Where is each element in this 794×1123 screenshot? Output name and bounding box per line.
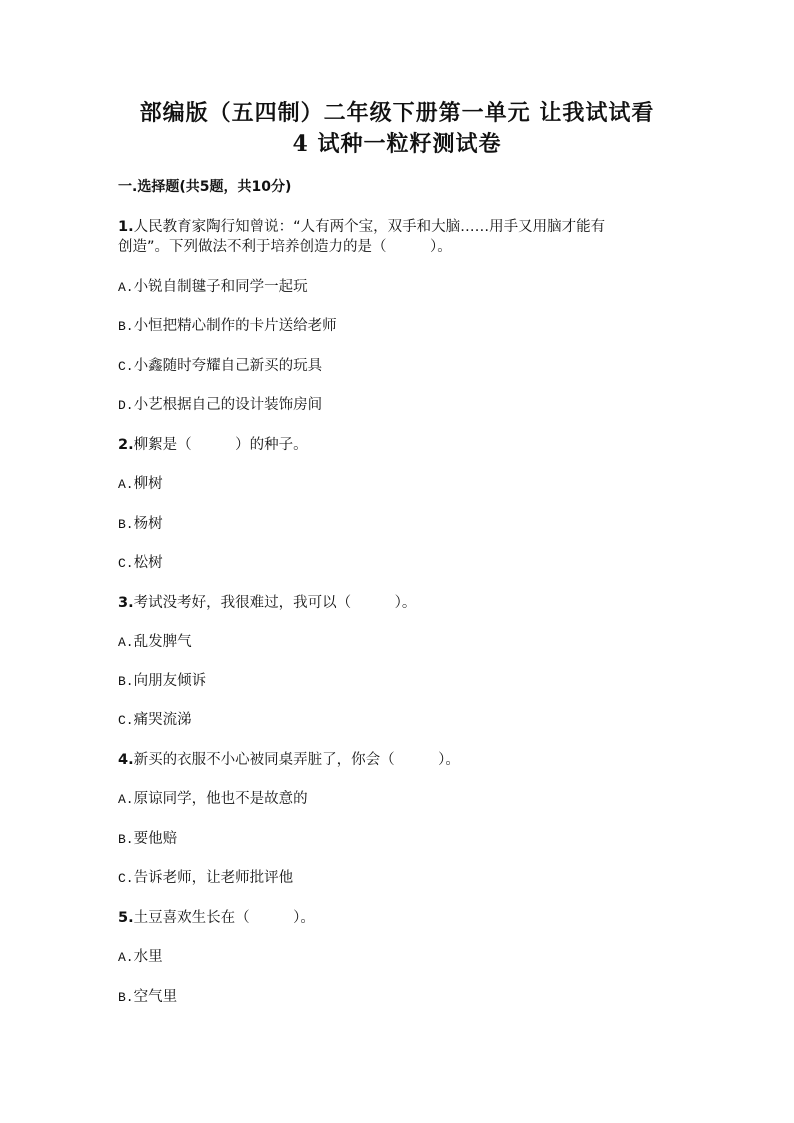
- option-letter: A.: [118, 635, 134, 650]
- option-text: 小艺根据自己的设计装饰房间: [133, 397, 323, 413]
- section-heading: 一.选择题(共5题，共10分): [118, 179, 292, 195]
- question-1-text-cont: 创造”。下列做法不利于培养创造力的是（ ）。: [118, 239, 452, 255]
- doc-title-line-2: 4 试种一粒籽测试卷: [292, 131, 502, 157]
- question-text-line: 新买的衣服不小心被同桌弄脏了，你会（ ）。: [133, 752, 460, 768]
- question-3-option-a: [118, 632, 192, 653]
- question-number: 1.: [118, 219, 134, 235]
- option-letter: B.: [118, 319, 134, 334]
- question-3-option-b: [118, 671, 206, 692]
- option-letter: A.: [118, 280, 134, 295]
- question-text-line: 土豆喜欢生长在（ ）。: [133, 910, 315, 926]
- option-text: 小鑫随时夸耀自己新买的玩具: [133, 358, 323, 374]
- option-letter: A.: [118, 477, 134, 492]
- question-5-option-b: [118, 987, 177, 1008]
- option-letter: B.: [118, 990, 134, 1005]
- question-1-option-d: [118, 395, 322, 416]
- option-text: 杨树: [133, 516, 163, 532]
- question-2-option-b: [118, 514, 163, 535]
- question-2-option-c: [118, 553, 163, 574]
- question-number: 2.: [118, 437, 134, 453]
- question-3-option-c: [118, 710, 192, 731]
- option-text: 向朋友倾诉: [133, 673, 207, 689]
- option-letter: A.: [118, 950, 134, 965]
- option-text: 小锐自制毽子和同学一起玩: [133, 279, 308, 295]
- question-4-option-c: [118, 868, 293, 889]
- option-text: 小恒把精心制作的卡片送给老师: [133, 318, 337, 334]
- question-text-line: 柳絮是（ ）的种子。: [133, 437, 308, 453]
- question-1-option-a: [118, 277, 308, 298]
- question-3-text: [118, 593, 698, 613]
- option-text: 松树: [133, 555, 163, 571]
- question-4-option-b: [118, 829, 177, 850]
- option-letter: C.: [118, 556, 134, 571]
- option-text: 水里: [133, 949, 163, 965]
- question-text-line: 人民教育家陶行知曾说：“人有两个宝，双手和大脑……用手又用脑才能有: [133, 219, 606, 235]
- question-5-text: [118, 908, 698, 928]
- option-letter: C.: [118, 359, 134, 374]
- option-letter: B.: [118, 832, 134, 847]
- option-text: 要他赔: [133, 831, 178, 847]
- option-text: 柳树: [133, 476, 163, 492]
- question-1-option-c: [118, 356, 322, 377]
- option-letter: D.: [118, 398, 134, 413]
- option-letter: C.: [118, 871, 134, 886]
- option-text: 痛哭流涕: [133, 712, 192, 728]
- question-1-option-b: [118, 316, 337, 337]
- question-number: 4.: [118, 752, 134, 768]
- question-4-text: [118, 750, 698, 770]
- option-letter: B.: [118, 517, 134, 532]
- option-text: 原谅同学，他也不是故意的: [133, 791, 308, 807]
- question-number: 3.: [118, 595, 134, 611]
- question-2-option-a: [118, 474, 163, 495]
- question-4-option-a: [118, 789, 308, 810]
- question-number: 5.: [118, 910, 134, 926]
- question-2-text: [118, 435, 698, 455]
- option-text: 空气里: [133, 989, 178, 1005]
- question-5-option-a: [118, 947, 163, 968]
- option-letter: A.: [118, 792, 134, 807]
- option-text: 乱发脾气: [133, 634, 192, 650]
- question-1-text: [118, 217, 698, 237]
- option-letter: C.: [118, 713, 134, 728]
- doc-title-line-1: 部编版（五四制）二年级下册第一单元 让我试试看: [139, 100, 655, 126]
- question-text-line: 考试没考好，我很难过，我可以（ ）。: [133, 595, 417, 611]
- option-letter: B.: [118, 674, 134, 689]
- option-text: 告诉老师，让老师批评他: [133, 870, 294, 886]
